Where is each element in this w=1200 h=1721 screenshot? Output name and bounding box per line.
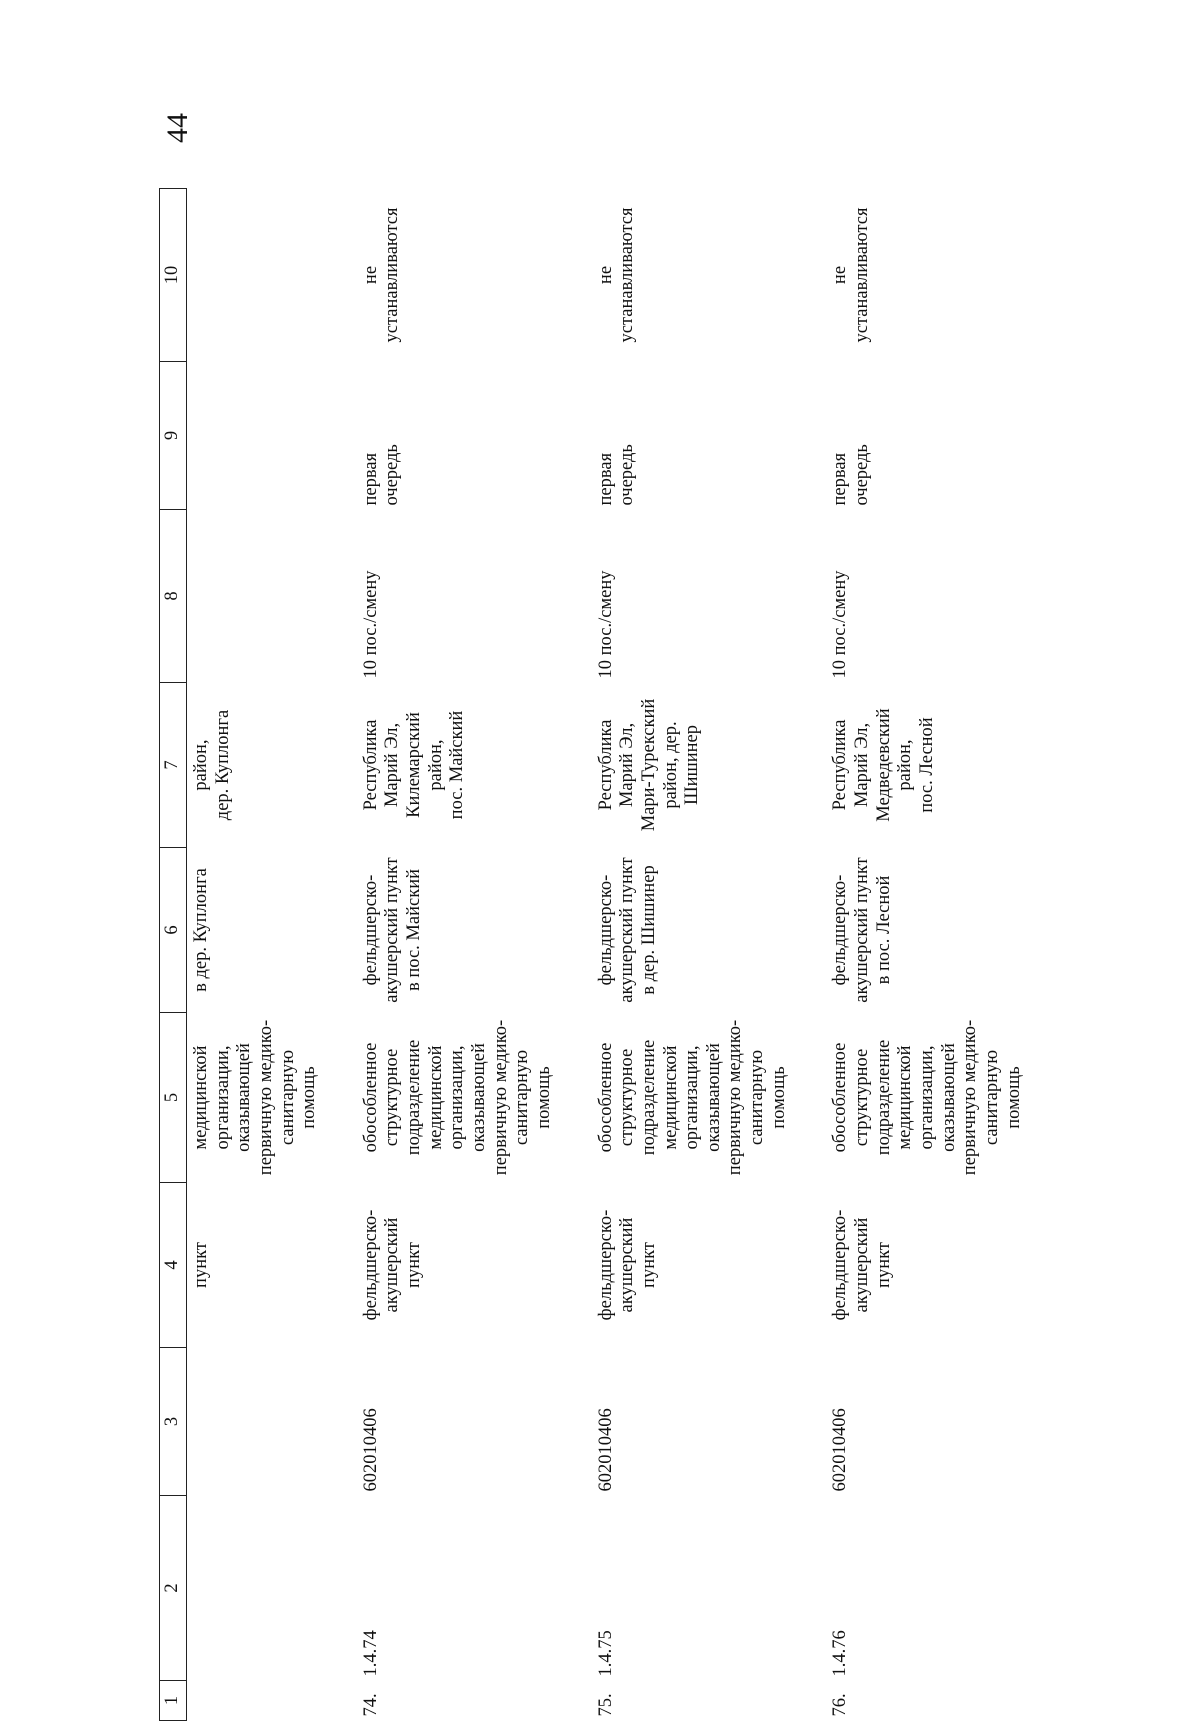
row-oktmo: 602010406 — [595, 1408, 616, 1492]
row-queue — [187, 362, 351, 510]
row-name: фельдшерско- акушерский пункт в дер. Шишинер — [595, 857, 659, 1003]
row-number: 75. — [595, 1693, 616, 1717]
column-header: 6 — [160, 848, 187, 1013]
column-header: 9 — [160, 362, 187, 510]
row-structure: обособленное структурное подразделение медицинской организации, оказывающей первичную медико- санитарную помощь — [595, 1019, 789, 1176]
row-name: фельдшерско- акушерский пункт в пос. Майский — [360, 857, 425, 1003]
row-queue: первая очередь — [360, 444, 403, 506]
row-type: фельдшерско- акушерский пункт — [830, 1209, 894, 1321]
row-deadline: не устанавливаются — [830, 207, 873, 343]
row-number — [187, 1681, 351, 1721]
row-address: Республика Марий Эл, Мари-Турекский район, дер. Шишинер — [595, 698, 703, 832]
row-structure: обособленное структурное подразделение медицинской организации, оказывающей первичную медико- санитарную помощь — [830, 1019, 1024, 1176]
column-header: 10 — [160, 189, 187, 362]
column-header: 7 — [160, 683, 187, 848]
table-row — [351, 189, 586, 1721]
row-oktmo: 602010406 — [830, 1408, 851, 1492]
row-queue: первая очередь — [595, 444, 638, 506]
column-header: 4 — [160, 1183, 187, 1348]
table-row — [187, 189, 351, 1721]
row-deadline: не устанавливаются — [595, 207, 638, 343]
row-type: фельдшерско- акушерский пункт — [595, 1209, 659, 1321]
row-address: Республика Марий Эл, Килемарский район, пос. Майский — [360, 710, 468, 820]
row-capacity: 10 пос./смену — [360, 570, 381, 679]
column-header: 8 — [160, 510, 187, 683]
row-name: фельдшерско- акушерский пункт в пос. Лесной — [830, 857, 894, 1003]
column-header: 1 — [160, 1681, 187, 1721]
row-name: в дер. Куплонга — [191, 868, 211, 992]
table-row — [586, 189, 821, 1721]
column-header: 2 — [160, 1496, 187, 1681]
row-type: пункт — [191, 1242, 211, 1288]
row-code — [187, 1496, 351, 1681]
row-structure: обособленное структурное подразделение медицинской организации, оказывающей первичную медико- санитарную помощь — [360, 1019, 554, 1176]
row-oktmo — [187, 1348, 351, 1496]
page-number: 44 — [161, 113, 194, 143]
row-oktmo: 602010406 — [360, 1408, 381, 1492]
column-header: 5 — [160, 1013, 187, 1183]
column-number-row — [160, 189, 187, 1721]
row-number: 74. — [360, 1693, 381, 1717]
row-queue: первая очередь — [830, 444, 873, 506]
row-deadline — [187, 189, 351, 362]
row-capacity: 10 пос./смену — [830, 570, 851, 679]
row-deadline: не устанавливаются — [360, 207, 403, 343]
table-row — [820, 189, 1055, 1721]
column-header: 3 — [160, 1348, 187, 1496]
rotated-table-sheet — [159, 207, 1024, 1721]
row-capacity — [187, 510, 351, 683]
row-code: 1.4.75 — [595, 1630, 616, 1677]
row-capacity: 10 пос./смену — [595, 570, 616, 679]
row-address: Республика Марий Эл, Медведевский район, пос. Лесной — [830, 708, 937, 822]
row-number: 76. — [830, 1693, 851, 1717]
facilities-table — [159, 188, 1055, 1721]
row-code: 1.4.76 — [830, 1630, 851, 1677]
row-code: 1.4.74 — [360, 1630, 381, 1677]
row-structure: медицинской организации, оказывающей первичную медико- санитарную помощь — [191, 1019, 320, 1176]
row-type: фельдшерско- акушерский пункт — [360, 1209, 425, 1321]
row-address: район, дер. Куплонга — [191, 709, 233, 821]
